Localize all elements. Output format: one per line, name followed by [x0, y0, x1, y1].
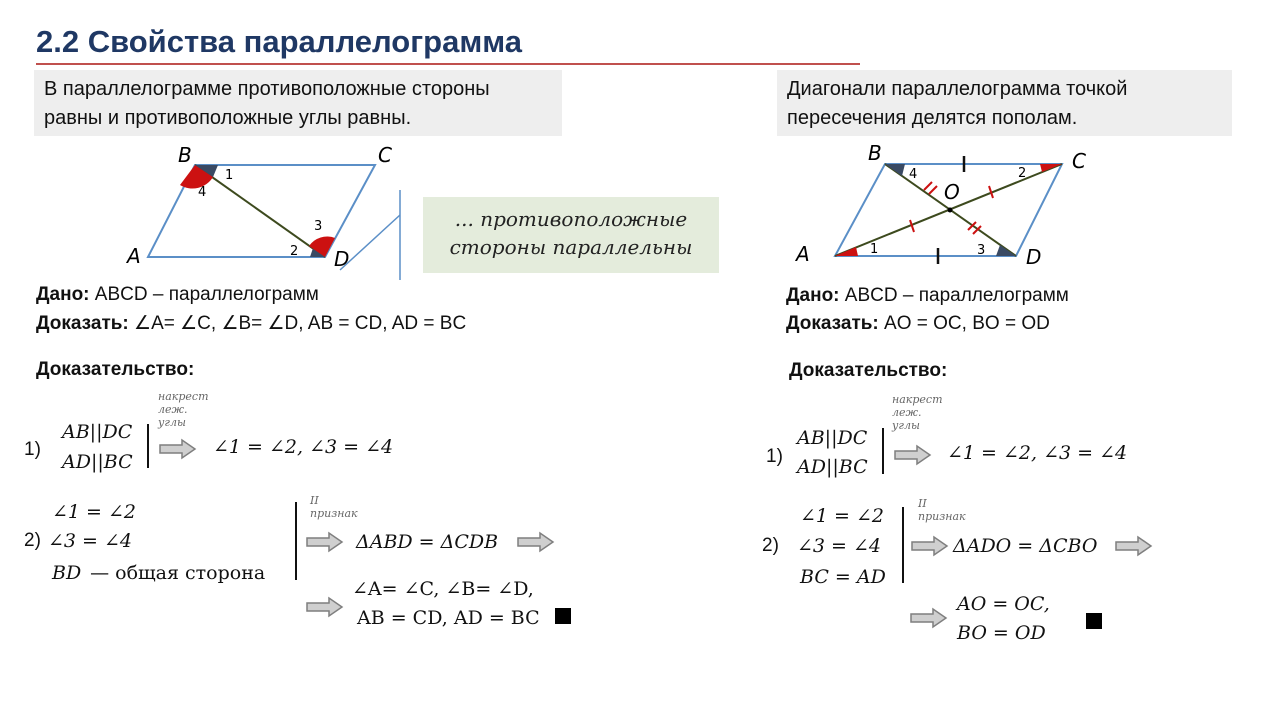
left-qed-square [555, 608, 571, 624]
right-step2-arrow-2 [1114, 535, 1154, 557]
left-step2-final1: ∠A= ∠C, ∠B= ∠D, [352, 578, 534, 600]
left-step2-handnote: II признак [310, 494, 358, 520]
angle-1-label: 1 [225, 168, 234, 183]
left-proof-title: Доказательство: [36, 359, 195, 380]
vertex-a: A [796, 242, 810, 266]
left-step1-arrow [158, 438, 198, 460]
left-step2-arrow-1 [305, 531, 345, 553]
right-step1-handnote: накрест леж. углы [892, 393, 943, 432]
right-step1-result: ∠1 = ∠2, ∠3 = ∠4 [947, 442, 1128, 464]
angle-4-label: 4 [909, 167, 918, 182]
right-step1-arrow [893, 444, 933, 466]
right-step1-line1: AB||DC [797, 427, 868, 449]
page-title: 2.2 Свойства параллелограмма [36, 24, 523, 59]
right-step2-result: ΔADO = ΔCBO [953, 535, 1098, 557]
angle-4-label: 4 [198, 185, 207, 200]
left-step1-bracket [147, 424, 149, 468]
left-step2-line3: BD — общая сторона [52, 562, 266, 584]
angle-1-label: 1 [870, 242, 879, 257]
left-step1-handnote: накрест леж. углы [158, 390, 209, 429]
angle-3-label: 3 [314, 219, 323, 234]
angle-3-mark [996, 245, 1016, 256]
right-step2-line2: ∠3 = ∠4 [797, 535, 882, 557]
left-parallelogram-figure [120, 140, 420, 280]
point-o [948, 208, 953, 213]
angle-3-label: 3 [977, 243, 986, 258]
left-step2-bracket [295, 502, 297, 580]
left-step1-result: ∠1 = ∠2, ∠3 = ∠4 [213, 436, 394, 458]
angle-2-label: 2 [290, 244, 299, 259]
right-step2-final2: BO = OD [957, 622, 1046, 644]
vertex-c: C [1072, 149, 1086, 173]
left-step2-arrow-2 [516, 531, 556, 553]
right-step1-line2: AD||BC [797, 456, 868, 478]
left-step2-line2: ∠3 = ∠4 [48, 530, 133, 552]
title-underline [36, 63, 860, 65]
left-step2-arrow-3 [305, 596, 345, 618]
left-step2-final2: AB = CD, AD = BC [357, 607, 540, 629]
right-step2-line1: ∠1 = ∠2 [800, 505, 885, 527]
right-step1-bracket [882, 428, 884, 474]
left-step2-line1: ∠1 = ∠2 [52, 501, 137, 523]
vertex-b: B [868, 141, 882, 165]
left-given: Дано: ABCD – параллелограмм [36, 284, 319, 305]
left-step1-line2: AD||BC [62, 451, 133, 473]
left-property-box: В параллелограмме противоположные стороны равны и противоположные углы равны. [34, 70, 562, 136]
right-step2-line3: BC = AD [800, 566, 886, 588]
right-parallelogram-figure [790, 140, 1100, 270]
right-step2-final1: AO = OC, [957, 593, 1050, 615]
left-step2-number: 2) [24, 530, 41, 551]
right-step2-handnote: II признак [918, 497, 966, 523]
right-given: Дано: ABCD – параллелограмм [786, 285, 1069, 306]
vertex-d: D [334, 247, 350, 271]
right-property-box: Диагонали параллелограмма точкой пересечения делятся пополам. [777, 70, 1232, 136]
point-o-label: O [944, 180, 960, 204]
diagonal-bd [195, 165, 325, 257]
vertex-d: D [1026, 245, 1042, 269]
left-prove: Доказать: ∠A= ∠C, ∠B= ∠D, AB = CD, AD = BC [36, 313, 467, 334]
right-step2-bracket [902, 507, 904, 583]
vertex-a: A [127, 244, 141, 268]
right-step1-number: 1) [766, 446, 783, 467]
right-step2-arrow-3 [909, 607, 949, 629]
vertex-b: B [178, 143, 192, 167]
right-step2-arrow-1 [910, 535, 950, 557]
right-prove: Доказать: AO = OC, BO = OD [786, 313, 1050, 334]
right-proof-title: Доказательство: [789, 360, 948, 381]
left-step1-number: 1) [24, 439, 41, 460]
left-step2-result: ΔABD = ΔCDB [356, 531, 499, 553]
angle-2-label: 2 [1018, 166, 1027, 181]
right-qed-square [1086, 613, 1102, 629]
vertex-c: C [378, 143, 392, 167]
left-step1-line1: AB||DC [62, 421, 133, 443]
angle-4-mark [885, 164, 905, 176]
left-hint-note: ... противоположные стороны параллельны [423, 197, 719, 273]
right-step2-number: 2) [762, 535, 779, 556]
